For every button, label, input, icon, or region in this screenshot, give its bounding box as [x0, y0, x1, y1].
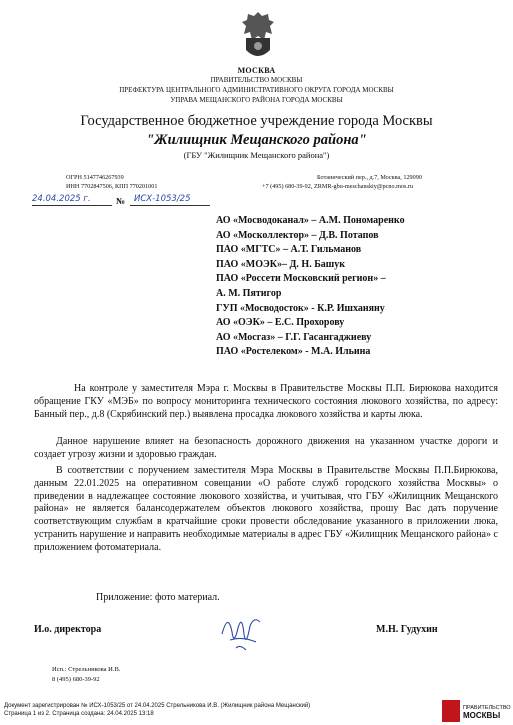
signatory-title: И.о. директора	[34, 624, 102, 635]
org-address: Ботанический пер., д.7, Москва, 129090	[317, 174, 422, 181]
logo-text-bottom: МОСКВЫ	[463, 711, 501, 720]
addressee: ПАО «МОЭК»– Д. Н. Башук	[216, 258, 346, 270]
executor-name: Исп.: Стрельникова И.В.	[52, 666, 121, 673]
org-name: "Жилищник Мещанского района"	[146, 132, 367, 148]
org-contacts: +7 (495) 680-39-92, ZRMR-gbu-meschanskiy@pcno.mos.ru	[262, 183, 414, 190]
executor-phone: 8 (495) 680-39-92	[52, 676, 100, 683]
addressee: АО «Мосводоканал» – А.М. Пономаренко	[216, 215, 405, 226]
date-underline	[32, 205, 112, 206]
addressee: ГУП «Мосводосток» - К.Р. Ишханяну	[216, 302, 385, 314]
registration-line	[30, 193, 500, 211]
addressee: ПАО «МГТС» – А.Т. Гильманов	[216, 244, 362, 256]
body-paragraph-3: В соответствии с поручением заместителя Мэра Москвы в Правительстве Москвы П.П.Бирюкова, данным 22.01.2025 на оперативном совещании «О работе служб городского хозяйства Москвы» о приведении в надлежащее состояние люкового хозяйства, и учитывая, что ГБУ «Жилищник Мещанского района» не является балансодержателем объектов люкового хозяйства, прошу Вас дать поручение соответствующим службам в кратчайшие сроки провести обследование указанного в приложении люка, устранить нарушение и направить необходимые материалы в адрес ГБУ «Жилищник Мещанского района» с приложением фотоматериала.	[34, 465, 498, 553]
footer-page-info: Страница 1 из 2. Страница создана: 24.04.2025 13:18	[4, 711, 154, 717]
header-prefecture: ПРЕФЕКТУРА ЦЕНТРАЛЬНОГО АДМИНИСТРАТИВНОГО ОКРУГА ГОРОДА МОСКВЫ	[119, 86, 394, 94]
logo-text-top: ПРАВИТЕЛЬСТВО	[463, 705, 511, 711]
number-sign: №	[116, 196, 126, 206]
signatory-name: М.Н. Гудухин	[376, 624, 438, 635]
addressee: ПАО «Россети Московский регион» –	[216, 273, 386, 285]
addressee: АО «Мосгаз» – Г.Г. Гасангаджиеву	[216, 331, 372, 343]
inn-kpp: ИНН 7702847506, КПП 770201001	[66, 183, 158, 190]
letter-date: 24.04.2025 г.	[32, 194, 91, 204]
addressee: АО «Москоллектор» – Д.В. Потапов	[216, 229, 379, 241]
addressees-block	[216, 214, 506, 360]
footer-registration: Документ зарегистрирован № ИСХ-1053/25 от 24.04.2025 Стрельникова И.В. (Жилищник района Мещанский)	[4, 703, 311, 709]
moscow-government-logo-icon	[442, 700, 460, 722]
body-paragraph-2: Данное нарушение влияет на безопасность дорожного движения на указанном участке дороги и создает угрозу жизни и здоровью граждан.	[34, 436, 498, 460]
number-underline	[130, 205, 210, 206]
header-government: ПРАВИТЕЛЬСТВО МОСКВЫ	[210, 76, 303, 84]
header-uprava: УПРАВА МЕЩАНСКОГО РАЙОНА ГОРОДА МОСКВЫ	[170, 96, 343, 104]
moscow-coat-of-arms-icon	[236, 10, 280, 62]
org-title: Государственное бюджетное учреждение города Москвы	[80, 113, 433, 129]
header-city: МОСКВА	[237, 66, 276, 75]
org-short-name: (ГБУ "Жилищник Мещанского района")	[183, 150, 330, 160]
addressee: ПАО «Ростелеком» - М.А. Ильина	[216, 346, 371, 358]
letter-number: ИСХ-1053/25	[134, 194, 191, 204]
ogrn: ОГРН 5147746267939	[66, 174, 124, 181]
addressee: АО «ОЭК» – Е.С. Прохорову	[216, 317, 345, 329]
addressee: А. М. Пятигор	[216, 287, 282, 299]
handwritten-signature	[216, 608, 266, 654]
body-paragraph-1: На контроле у заместителя Мэра г. Москвы в Правительстве Москвы П.П. Бирюкова находится обращение ГКУ «МЭБ» по вопросу мониторинга технического состояния люкового хозяйства, по адресу: Банный пер., д.8 (Скрябинский пер.) выявлена просадка люкового хозяйства и карты люка.	[34, 383, 498, 420]
executor-block	[52, 665, 120, 685]
attachment-note: Приложение: фото материал.	[96, 592, 220, 603]
